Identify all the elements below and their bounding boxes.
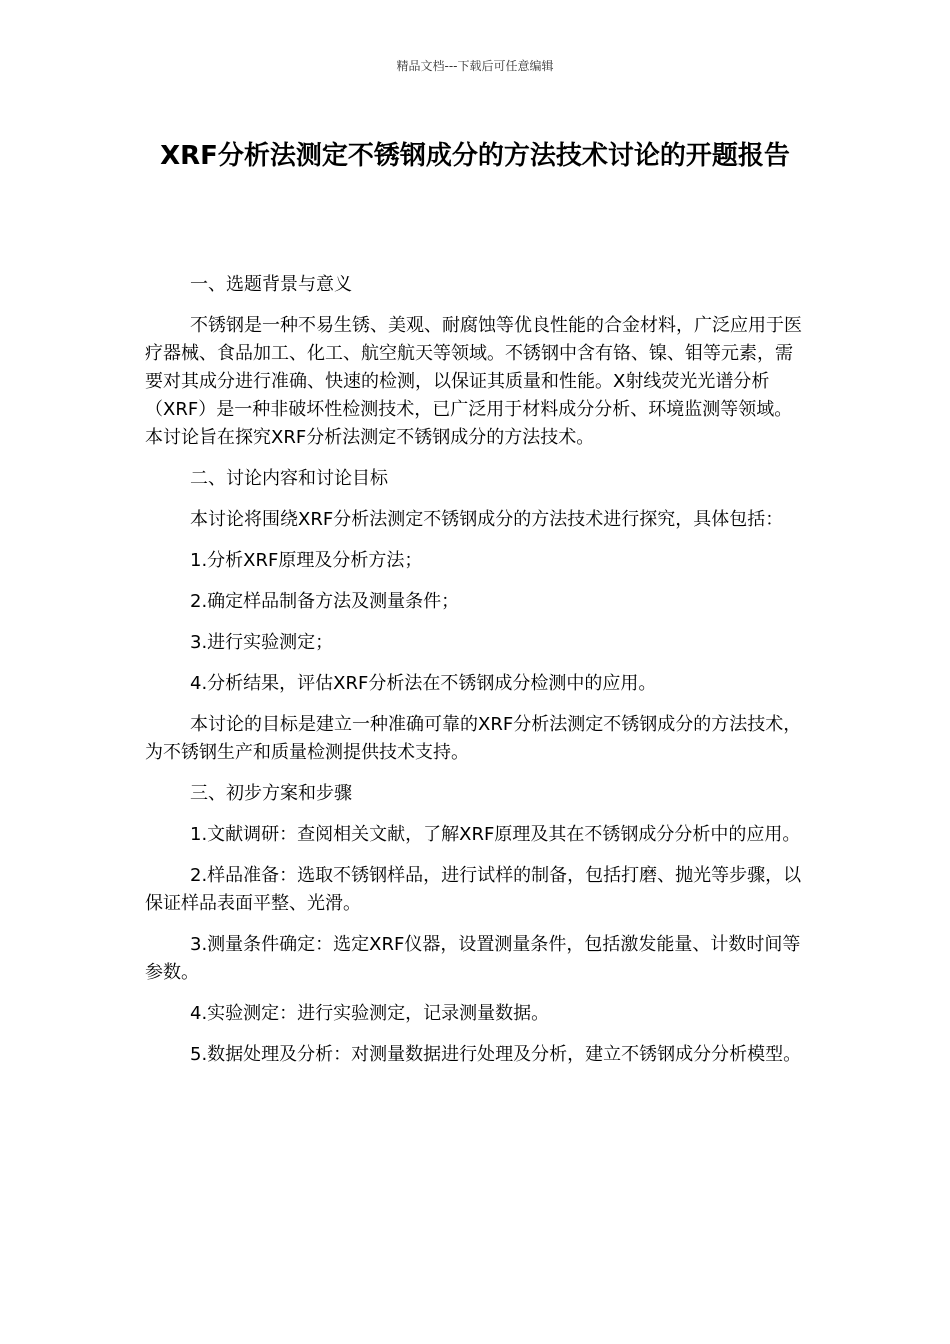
list-item-plan-5: 5.数据处理及分析：对测量数据进行处理及分析，建立不锈钢成分分析模型。 [190, 1044, 802, 1065]
document-body [145, 271, 805, 1082]
document-title: XRF分析法测定不锈钢成分的方法技术讨论的开题报告 [160, 141, 790, 171]
paragraph-background: 不锈钢是一种不易生锈、美观、耐腐蚀等优良性能的合金材料，广泛应用于医疗器械、食品加工、化工、航空航天等领域。不锈钢中含有铬、镍、钼等元素，需要对其成分进行准确、快速的检测，以保证其质量和性能。X射线荧光光谱分析（XRF）是一种非破坏性检测技术，已广泛用于材料成分分析、环境监测等领域。本讨论旨在探究XRF分析法测定不锈钢成分的方法技术。 [145, 315, 802, 448]
list-item-content-2: 2.确定样品制备方法及测量条件； [190, 591, 460, 612]
list-item-plan-1: 1.文献调研：查阅相关文献，了解XRF原理及其在不锈钢成分分析中的应用。 [190, 824, 801, 845]
list-item-plan-4: 4.实验测定：进行实验测定，记录测量数据。 [190, 1003, 550, 1024]
section-heading-plan: 三、初步方案和步骤 [190, 783, 352, 804]
list-item-content-3: 3.进行实验测定； [190, 632, 334, 653]
section-heading-background: 一、选题背景与意义 [190, 274, 352, 295]
list-item-plan-3: 3.测量条件确定：选定XRF仪器，设置测量条件，包括激发能量、计数时间等参数。 [145, 934, 801, 983]
paragraph-goals: 本讨论的目标是建立一种准确可靠的XRF分析法测定不锈钢成分的方法技术，为不锈钢生产和质量检测提供技术支持。 [145, 714, 802, 763]
page-header: 精品文档---下载后可任意编辑 [396, 59, 554, 73]
list-item-content-4: 4.分析结果，评估XRF分析法在不锈钢成分检测中的应用。 [190, 673, 657, 694]
list-item-plan-2: 2.样品准备：选取不锈钢样品，进行试样的制备，包括打磨、抛光等步骤，以保证样品表面平整、光滑。 [145, 865, 802, 914]
paragraph-content-intro: 本讨论将围绕XRF分析法测定不锈钢成分的方法技术进行探究，具体包括： [190, 509, 784, 530]
section-heading-content-goals: 二、讨论内容和讨论目标 [190, 468, 388, 489]
list-item-content-1: 1.分析XRF原理及分析方法； [190, 550, 423, 571]
